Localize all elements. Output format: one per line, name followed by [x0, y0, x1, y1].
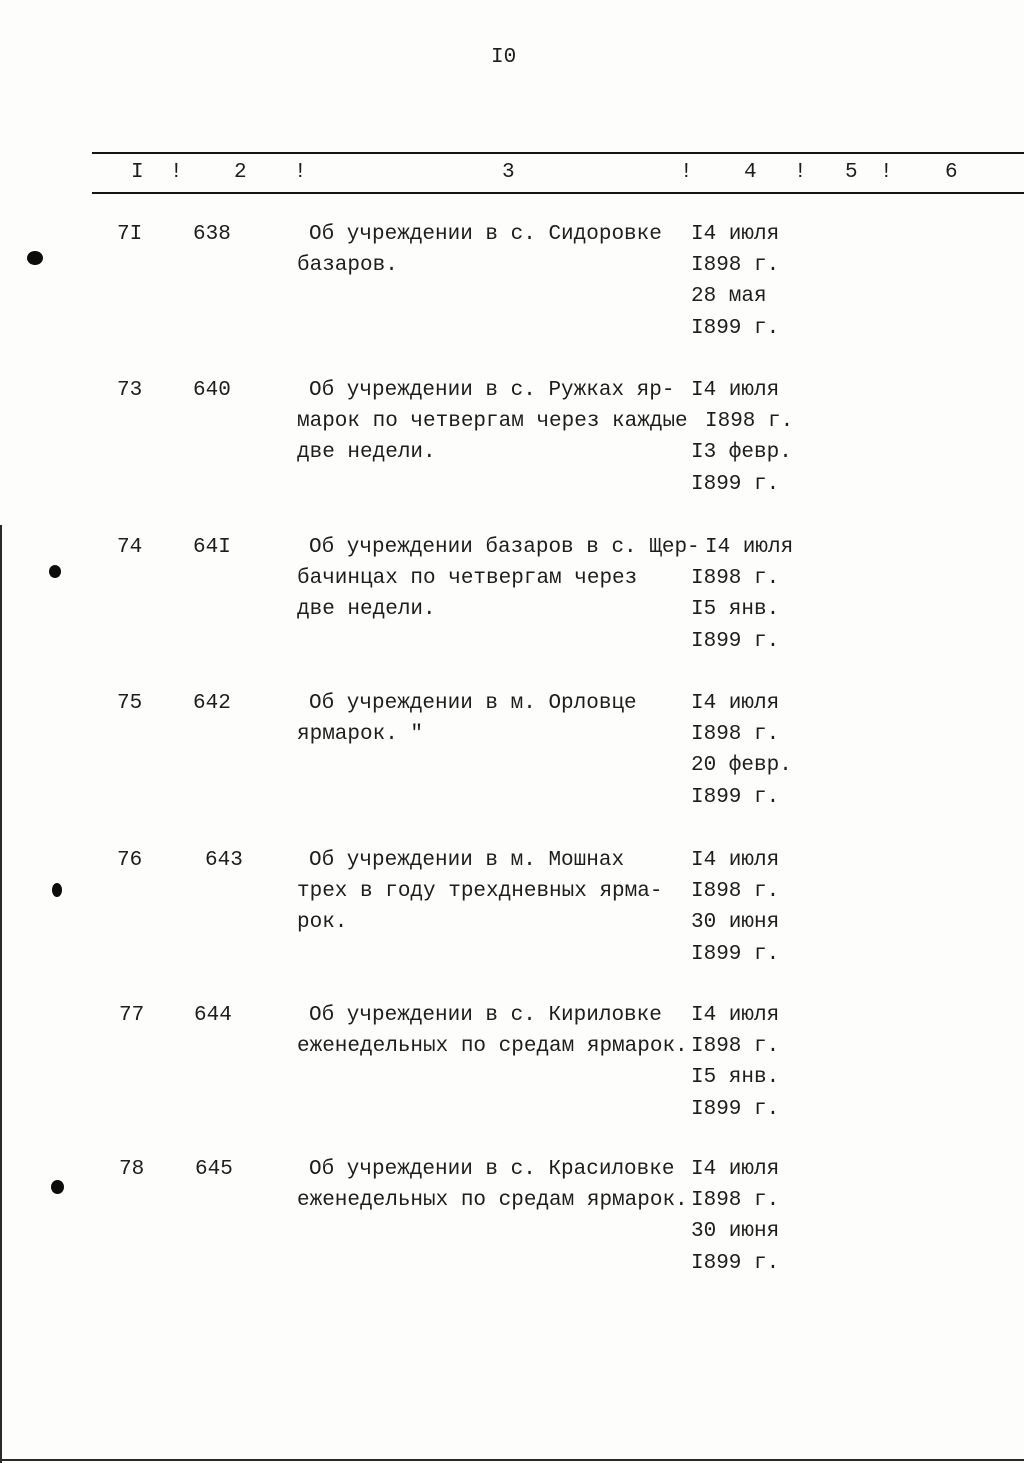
file-number: 644: [194, 1004, 232, 1027]
column-separator: !: [794, 161, 807, 184]
file-date-line: I4 июля: [691, 379, 780, 402]
file-date-line: 28 мая: [691, 285, 767, 309]
file-date-line: I3 февр.: [691, 441, 792, 465]
file-number: 642: [193, 692, 231, 715]
item-number: 76: [117, 849, 143, 872]
file-dates: [691, 845, 779, 970]
file-title-line: бачинцах по четвергам через: [297, 567, 638, 591]
header-col-5: 5: [845, 161, 858, 184]
file-dates: [691, 688, 792, 813]
file-title: [297, 375, 688, 469]
header-col-3: 3: [502, 161, 515, 184]
scan-edge-left: [0, 525, 2, 1463]
inventory-row: [0, 1000, 1024, 1126]
item-number: 77: [119, 1004, 145, 1027]
inventory-row: [0, 1154, 1024, 1280]
file-date-line: I899 г.: [691, 629, 780, 653]
file-date-line: I898 г.: [691, 880, 780, 904]
column-separator: !: [294, 161, 307, 184]
inventory-row: [0, 532, 1024, 658]
item-number: 73: [117, 379, 143, 402]
file-number: 638: [193, 223, 231, 246]
column-separator: !: [880, 161, 893, 184]
file-title-line: Об учреждении в м. Мошнах: [309, 849, 625, 872]
file-date-line: I4 июля: [691, 692, 780, 715]
inventory-row: [0, 845, 1024, 971]
item-number: 74: [117, 536, 143, 559]
file-title: [297, 688, 637, 750]
item-number: 75: [117, 692, 143, 715]
column-separator: !: [680, 161, 693, 184]
file-number: 640: [193, 379, 231, 402]
file-title-line: Об учреждении базаров в с. Щер-: [309, 536, 700, 559]
file-date-line: I899 г.: [691, 942, 780, 966]
file-number: 645: [195, 1158, 233, 1181]
header-top-rule: [92, 152, 1024, 154]
file-dates: [691, 1154, 779, 1279]
header-bottom-rule: [92, 192, 1024, 194]
file-date-line: I898 г.: [691, 1035, 780, 1059]
file-date-line: I898 г.: [691, 723, 780, 747]
file-date-line: 30 июня: [691, 1220, 780, 1244]
file-title-line: Об учреждении в м. Орловце: [309, 692, 637, 715]
page-number: I0: [491, 46, 517, 69]
file-title-line: ярмарок. ": [297, 723, 424, 747]
file-dates: [691, 219, 779, 344]
file-date-line: 20 февр.: [691, 754, 792, 778]
file-title: [297, 1000, 688, 1062]
file-title: [297, 845, 662, 939]
file-date-line: I5 янв.: [691, 598, 780, 622]
file-date-line: 30 июня: [691, 911, 780, 935]
file-date-line: I898 г.: [691, 567, 780, 591]
file-date-line: I4 июля: [691, 1004, 780, 1027]
table-header: [0, 157, 1024, 189]
file-title-line: две недели.: [297, 441, 436, 465]
file-title: [297, 219, 662, 281]
file-title-line: марок по четвергам через каждые: [297, 410, 688, 434]
file-title-line: базаров.: [297, 254, 398, 278]
file-title: [297, 532, 700, 626]
header-col-4: 4: [744, 161, 757, 184]
column-separator: !: [170, 161, 183, 184]
file-dates: [691, 532, 793, 657]
file-date-line: I899 г.: [691, 1097, 780, 1121]
file-date-line: I4 июля: [691, 1158, 780, 1181]
file-number: 643: [205, 849, 243, 872]
file-title-line: рок.: [297, 911, 348, 935]
file-date-line: I4 июля: [705, 536, 794, 559]
item-number: 7I: [117, 223, 143, 246]
header-col-6: 6: [945, 161, 958, 184]
inventory-row: [0, 219, 1024, 345]
file-date-line: I899 г.: [691, 472, 780, 496]
file-title-line: еженедельных по средам ярмарок.: [297, 1035, 688, 1059]
file-date-line: I899 г.: [691, 1251, 780, 1275]
file-date-line: I4 июля: [691, 849, 780, 872]
inventory-row: [0, 688, 1024, 814]
scan-edge-bottom: [0, 1459, 1024, 1461]
file-title: [297, 1154, 688, 1216]
file-title-line: еженедельных по средам ярмарок.: [297, 1189, 688, 1213]
file-date-line: I5 янв.: [691, 1066, 780, 1090]
file-date-line: I899 г.: [691, 316, 780, 340]
file-number: 64I: [193, 536, 231, 559]
file-title-line: Об учреждении в с. Кириловке: [309, 1004, 662, 1027]
header-col-1: I: [131, 161, 144, 184]
file-title-line: две недели.: [297, 598, 436, 622]
item-number: 78: [119, 1158, 145, 1181]
file-date-line: I898 г.: [691, 254, 780, 278]
file-date-line: I899 г.: [691, 785, 780, 809]
file-title-line: Об учреждении в с. Ружках яр-: [309, 379, 675, 402]
inventory-row: [0, 375, 1024, 501]
header-col-2: 2: [234, 161, 247, 184]
file-dates: [691, 1000, 779, 1125]
file-date-line: I898 г.: [705, 410, 794, 434]
file-title-line: Об учреждении в с. Красиловке: [309, 1158, 675, 1181]
file-title-line: трех в году трехдневных ярма-: [297, 880, 663, 904]
file-dates: [691, 375, 793, 500]
file-title-line: Об учреждении в с. Сидоровке: [309, 223, 662, 246]
file-date-line: I898 г.: [691, 1189, 780, 1213]
file-date-line: I4 июля: [691, 223, 780, 246]
